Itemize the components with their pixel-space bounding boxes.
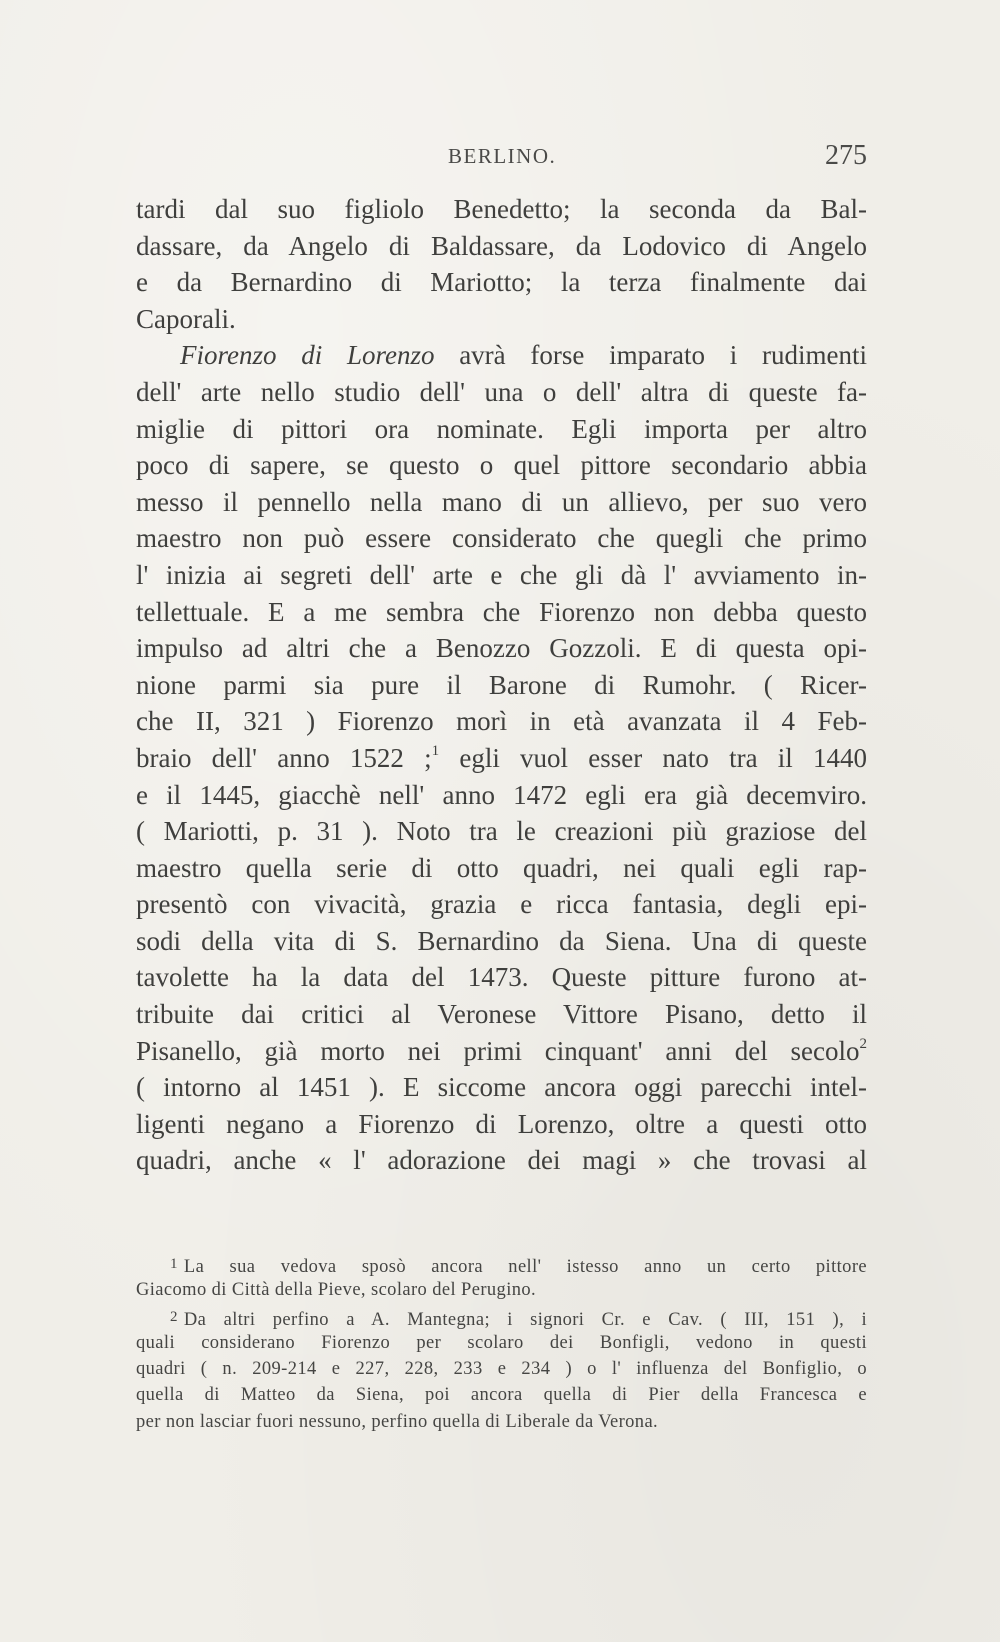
footnote-2-line: quadri ( n. 209-214 e 227, 228, 233 e 234 ) o l' influenza del Bonfiglio, o <box>136 1359 867 1380</box>
footnote-text: La sua vedova sposò ancora nell' istesso anno un certo pittore <box>183 1257 867 1277</box>
text-fragment: egli vuol esser nato tra il 1440 <box>439 742 867 773</box>
text-line: tavolette ha la data del 1473. Queste pitture furono at- <box>136 962 867 993</box>
text-line: che II, 321 ) Fiorenzo morì in età avanzata il 4 Feb- <box>136 706 867 737</box>
text-line: miglie di pittori ora nominate. Egli importa per altro <box>136 413 867 444</box>
text-fragment: braio dell' anno 1522 ; <box>136 742 432 773</box>
footnote-text: Da altri perfino a A. Mantegna; i signori Cr. e Cav. ( III, 151 ), i <box>183 1309 867 1330</box>
text-line: impulso ad altri che a Benozzo Gozzoli. E di questa opi- <box>136 633 867 664</box>
text-line: quadri, anche « l' adorazione dei magi » che trovasi al <box>136 1145 867 1176</box>
footnote-2-line: quella di Matteo da Siena, poi ancora quella di Pier della Francesca e <box>136 1385 867 1406</box>
running-head <box>136 140 867 180</box>
footnote-1-mark: 1 <box>170 1256 178 1272</box>
text-line: ligenti negano a Fiorenzo di Lorenzo, oltre a questi otto <box>136 1108 867 1139</box>
text-line: poco di sapere, se questo o quel pittore secondario abbia <box>136 450 867 481</box>
footnote-2-line: quali considerano Fiorenzo per scolaro dei Bonfigli, vedono in questi <box>136 1332 867 1353</box>
text-line: dell' arte nello studio dell' una o dell' altra di queste fa- <box>136 376 867 407</box>
text-line: messo il pennello nella mano di un allievo, per suo vero <box>136 486 867 517</box>
footnote-2-line: per non lasciar fuori nessuno, perfino quella di Liberale da Verona. <box>136 1411 659 1432</box>
footnote-ref-1: 1 <box>431 742 440 759</box>
footnote-1-line <box>136 1251 867 1277</box>
text-line: maestro quella serie di otto quadri, nei quali egli rap- <box>136 852 867 883</box>
text-line: Caporali. <box>136 303 236 334</box>
text-line <box>136 1033 867 1070</box>
text-fragment: Pisanello, già morto nei primi cinquant' anni del secolo <box>136 1035 860 1066</box>
footnotes <box>136 1251 867 1435</box>
text-line: tribuite dai critici al Veronese Vittore Pisano, detto il <box>136 999 867 1030</box>
main-text <box>136 191 867 1179</box>
footnote-2-mark: 2 <box>170 1308 178 1325</box>
text-line: dassare, da Angelo di Baldassare, da Lodovico di Angelo <box>136 230 867 261</box>
text-line: e il 1445, giacchè nell' anno 1472 egli era già decemviro. <box>136 779 867 810</box>
text-line: presentò con vivacità, grazia e ricca fantasia, degli epi- <box>136 889 867 920</box>
text-line: tardi dal suo figliolo Benedetto; la seconda da Bal- <box>136 194 867 224</box>
text-line: nione parmi sia pure il Barone di Rumohr. ( Ricer- <box>136 669 867 700</box>
text-line <box>136 740 867 777</box>
text-line: ( intorno al 1451 ). E siccome ancora oggi parecchi intel- <box>136 1072 867 1103</box>
text-line: l' inizia ai segreti dell' arte e che gli dà l' avviamento in- <box>136 559 867 590</box>
page-number: 275 <box>825 140 867 171</box>
footnote-ref-2: 2 <box>859 1035 867 1052</box>
text-line <box>136 337 867 374</box>
text-line: e da Bernardino di Mariotto; la terza finalmente dai <box>136 267 867 298</box>
footnote-1-line: Giacomo di Città della Pieve, scolaro del Perugino. <box>136 1280 537 1301</box>
footnote-2-line <box>136 1304 867 1330</box>
text-line: ( Mariotti, p. 31 ). Noto tra le creazioni più graziose del <box>136 816 867 847</box>
text-line: sodi della vita di S. Bernardino da Siena. Una di queste <box>136 925 867 956</box>
text-line: tellettuale. E a me sembra che Fiorenzo non debba questo <box>136 596 867 627</box>
text-line: maestro non può essere considerato che quegli che primo <box>136 523 867 554</box>
text-fragment: avrà forse imparato i rudimenti <box>434 340 867 371</box>
artist-name: Fiorenzo di Lorenzo <box>180 340 435 371</box>
running-title: BERLINO. <box>448 144 557 168</box>
